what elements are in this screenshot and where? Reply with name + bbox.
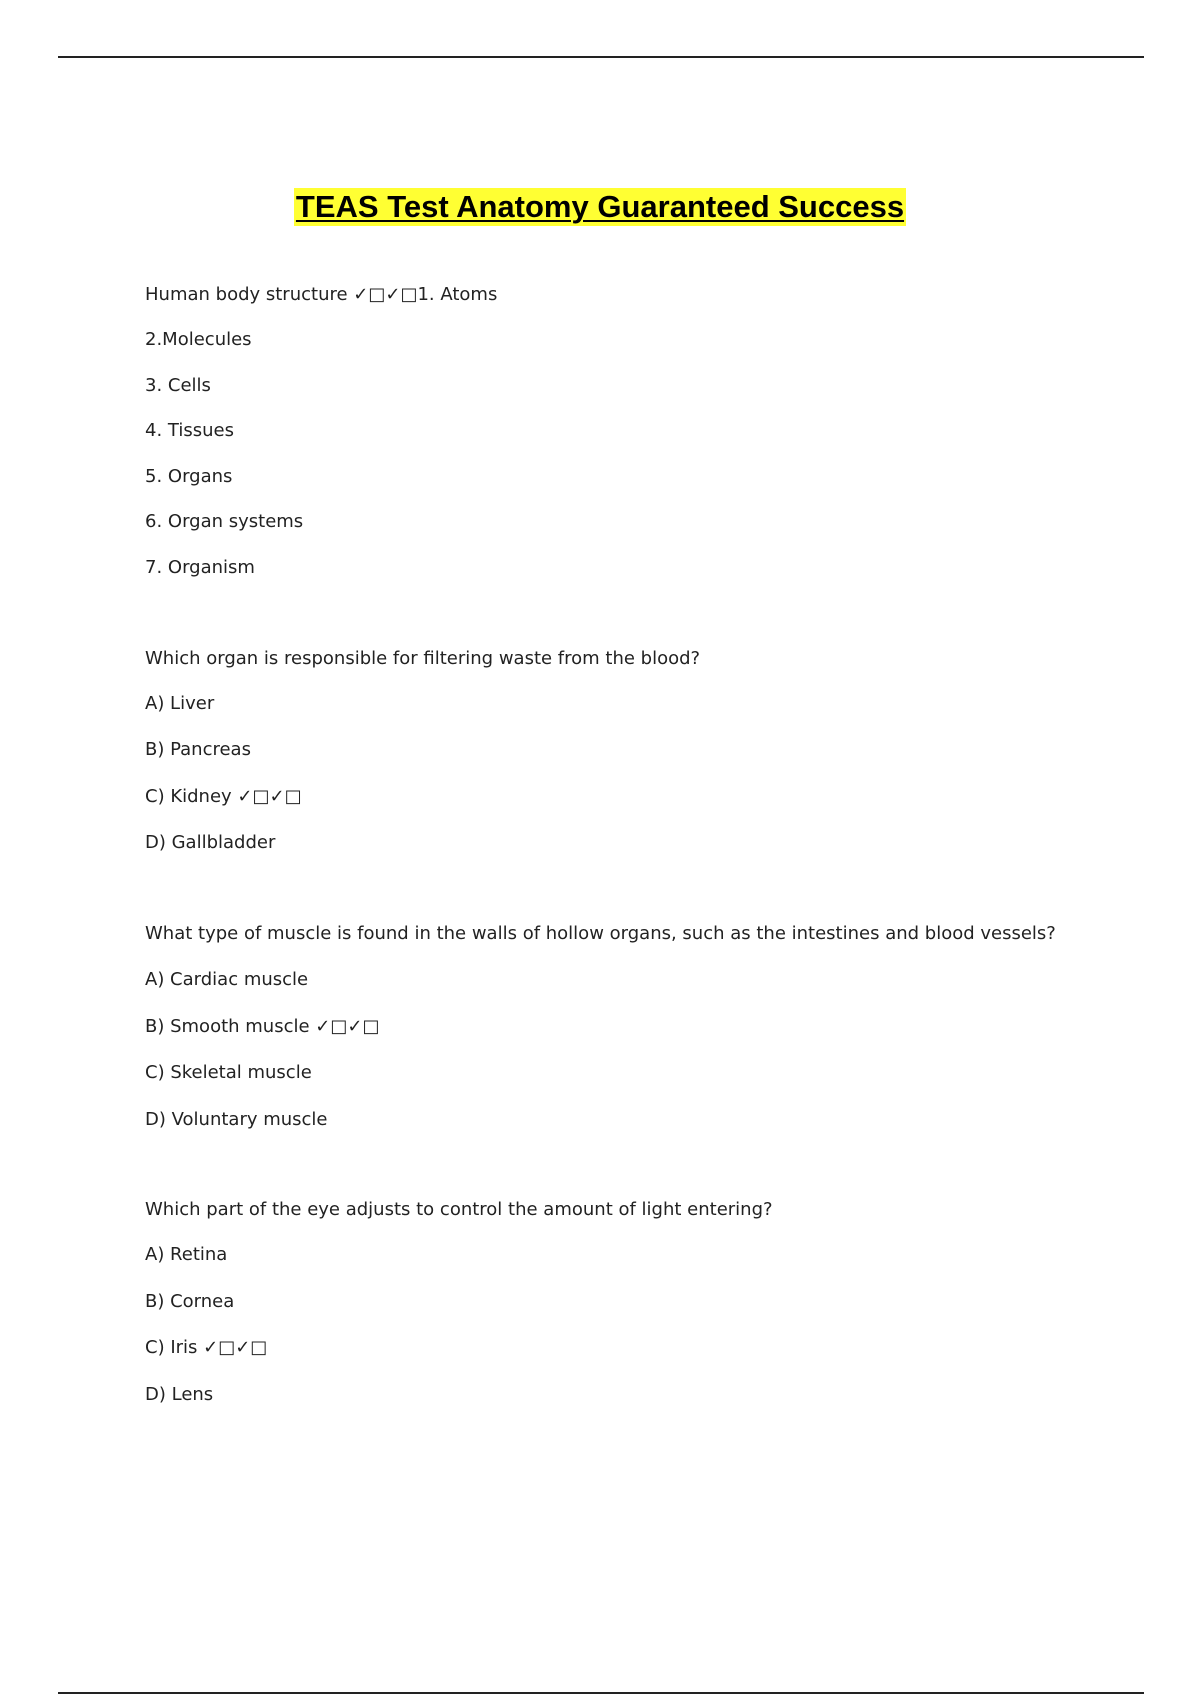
answer-option: B) Pancreas — [145, 739, 251, 760]
answer-option-correct: C) Iris ✓□✓□ — [145, 1337, 268, 1358]
question-3: What type of muscle is found in the walls of hollow organs, such as the intestines and blood vessels? — [145, 923, 1056, 944]
answer-option-correct: B) Smooth muscle ✓□✓□ — [145, 1016, 380, 1037]
question-4: Which part of the eye adjusts to control the amount of light entering? — [145, 1199, 773, 1220]
footer-rule — [58, 1692, 1144, 1694]
answer-option-correct: C) Kidney ✓□✓□ — [145, 786, 302, 807]
answer-option: C) Skeletal muscle — [145, 1062, 312, 1083]
list-item: 7. Organism — [145, 557, 255, 578]
answer-option: D) Gallbladder — [145, 832, 276, 853]
header-rule — [58, 56, 1144, 58]
answer-option: A) Retina — [145, 1244, 228, 1265]
list-item: 4. Tissues — [145, 420, 234, 441]
answer-option: D) Voluntary muscle — [145, 1109, 328, 1130]
answer-option: A) Liver — [145, 693, 215, 714]
list-item: 2.Molecules — [145, 329, 252, 350]
question-2: Which organ is responsible for filtering waste from the blood? — [145, 648, 701, 669]
answer-option: A) Cardiac muscle — [145, 969, 309, 990]
answer-option: D) Lens — [145, 1384, 214, 1405]
answer-option: B) Cornea — [145, 1291, 235, 1312]
list-item: 3. Cells — [145, 375, 211, 396]
list-item: 5. Organs — [145, 466, 233, 487]
title-block — [0, 188, 1200, 226]
document-title: TEAS Test Anatomy Guaranteed Success — [295, 189, 905, 224]
list-item: 6. Organ systems — [145, 511, 304, 532]
question-1: Human body structure ✓□✓□1. Atoms — [145, 284, 498, 305]
